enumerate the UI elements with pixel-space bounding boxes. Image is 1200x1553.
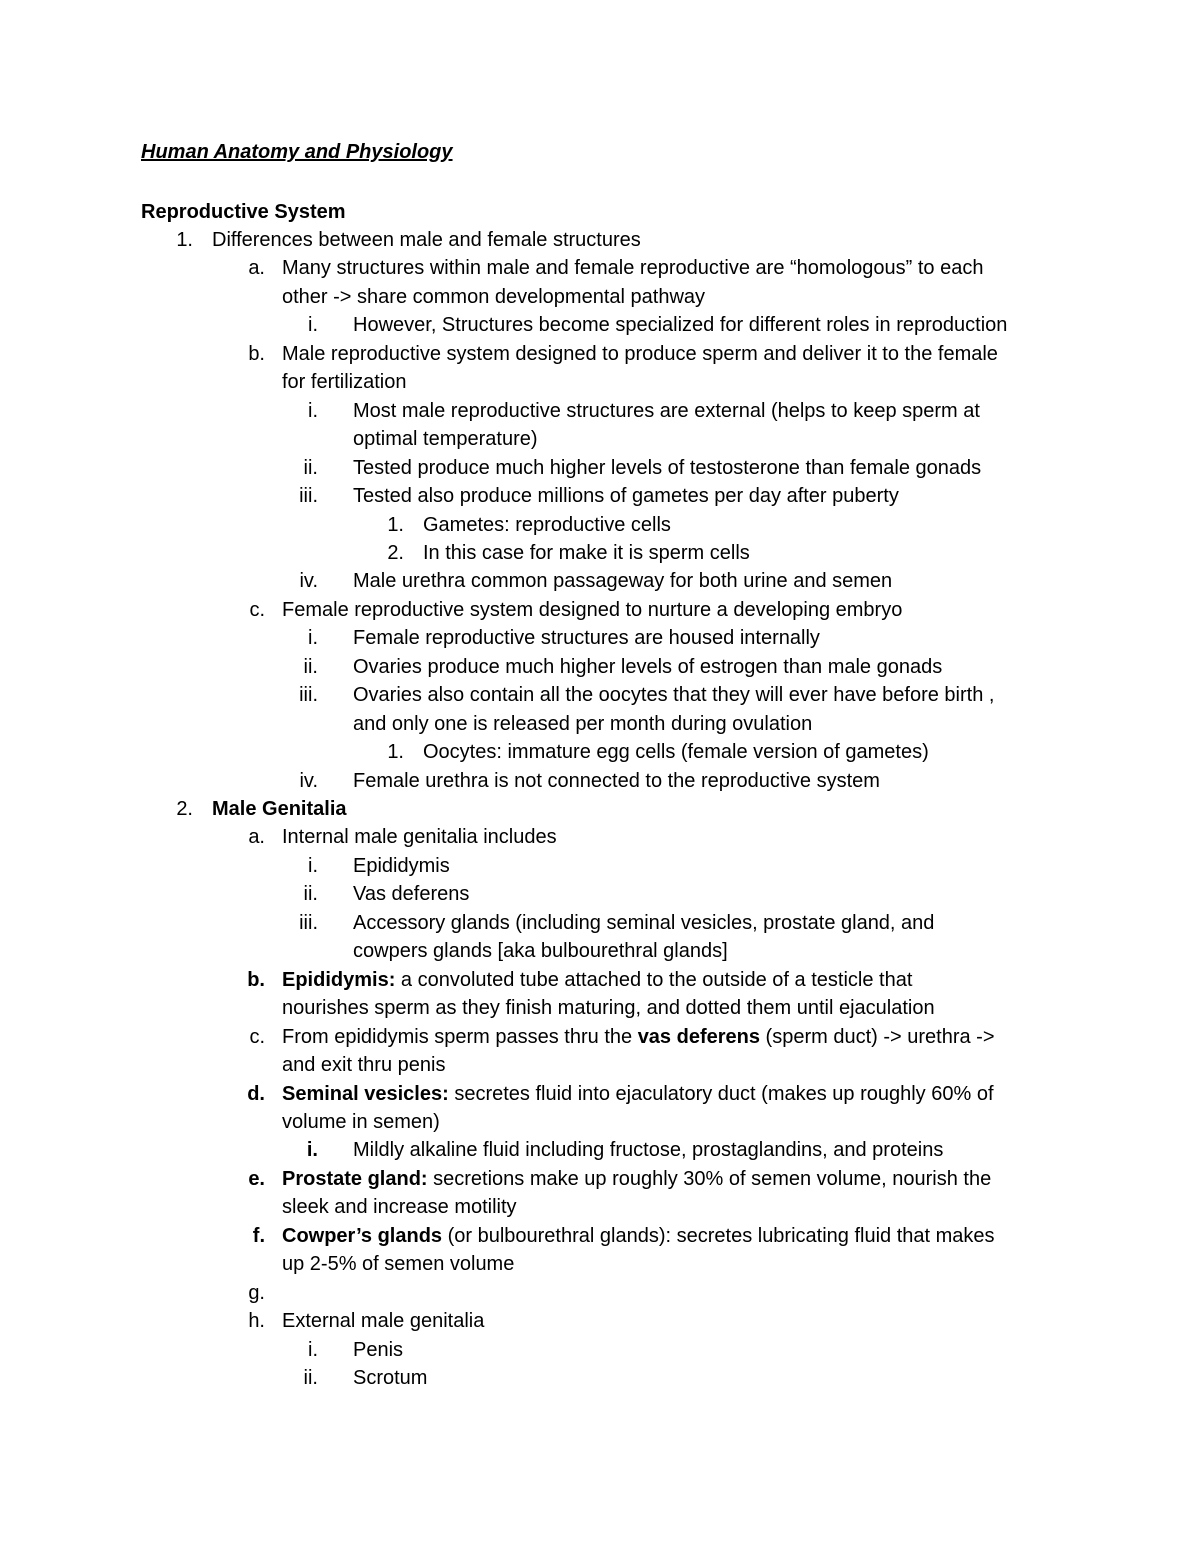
outline-line (282, 966, 912, 994)
line-text: volume in semen) (282, 1111, 440, 1133)
outline-line (353, 880, 469, 908)
list-marker: e. (248, 1168, 265, 1190)
line-text: for fertilization (282, 371, 407, 393)
outline-line (353, 937, 728, 965)
line-text: (sperm duct) -> urethra -> (759, 1026, 995, 1048)
outline-line (282, 283, 705, 311)
bold-term: Prostate gland: (282, 1168, 428, 1190)
line-text: Male reproductive system designed to produce sperm and deliver it to the female (282, 343, 998, 365)
outline-line (353, 454, 981, 482)
outline-line (282, 1051, 445, 1079)
list-marker: iii. (299, 684, 318, 706)
outline-line (353, 1364, 427, 1392)
list-marker: c. (249, 1026, 265, 1048)
line-text: Vas deferens (353, 883, 470, 905)
list-marker: i. (308, 1339, 318, 1361)
list-marker: b. (247, 969, 265, 991)
line-text: and only one is released per month during ovulation (353, 713, 813, 735)
outline-line (353, 482, 899, 510)
document-title: Human Anatomy and Physiology (141, 141, 453, 163)
list-marker: iii. (299, 485, 318, 507)
line-text: Oocytes: immature egg cells (female version of gametes) (423, 741, 929, 763)
bold-term: vas deferens (637, 1026, 760, 1048)
line-text: From epididymis sperm passes thru the (282, 1026, 638, 1048)
outline-line (282, 1307, 484, 1335)
line-text: Tested also produce millions of gametes per day after puberty (353, 485, 899, 507)
line-text: Female reproductive structures are housed internally (353, 627, 820, 649)
list-marker: i. (308, 400, 318, 422)
list-marker: b. (248, 343, 265, 365)
list-marker: d. (247, 1083, 265, 1105)
bold-term: Cowper’s glands (282, 1225, 443, 1247)
line-text: Female urethra is not connected to the reproductive system (353, 770, 880, 792)
list-marker: 2. (176, 798, 193, 820)
outline-line (353, 397, 980, 425)
line-text: cowpers glands [aka bulbourethral glands] (353, 940, 728, 962)
outline-line (282, 1080, 994, 1108)
line-text: Penis (353, 1339, 404, 1361)
bold-term: Male Genitalia (212, 798, 347, 820)
outline-line (353, 1336, 403, 1364)
line-text: Ovaries also contain all the oocytes that they will ever have before birth , (353, 684, 995, 706)
outline-line (353, 909, 934, 937)
outline-line (353, 767, 880, 795)
line-text: In this case for make it is sperm cells (423, 542, 750, 564)
outline-line (282, 823, 557, 851)
outline-line (282, 340, 998, 368)
outline-line (282, 368, 407, 396)
list-marker: ii. (303, 656, 318, 678)
outline-line (353, 425, 538, 453)
outline-line (353, 681, 994, 709)
line-text: Differences between male and female structures (212, 229, 641, 251)
line-text: Gametes: reproductive cells (423, 514, 671, 536)
line-text: Most male reproductive structures are external (helps to keep sperm at (353, 400, 980, 422)
outline-line (282, 1222, 995, 1250)
list-marker: ii. (303, 457, 318, 479)
outline-line (353, 311, 1007, 339)
outline-line (423, 539, 750, 567)
outline-line (353, 653, 942, 681)
bold-term: Seminal vesicles: (282, 1083, 449, 1105)
outline-line (353, 624, 820, 652)
list-marker: 2. (387, 542, 404, 564)
outline-line (353, 852, 450, 880)
list-marker: a. (248, 826, 265, 848)
list-marker: iv. (299, 570, 318, 592)
list-marker: iii. (299, 912, 318, 934)
outline-line (212, 795, 347, 823)
outline-line (212, 226, 641, 254)
line-text: Internal male genitalia includes (282, 826, 557, 848)
list-marker: ii. (303, 1367, 318, 1389)
line-text: Many structures within male and female reproductive are “homologous” to each (282, 257, 984, 279)
line-text: Accessory glands (including seminal vesicles, prostate gland, and (353, 912, 935, 934)
outline-line (282, 596, 902, 624)
line-text: a convoluted tube attached to the outside of a testicle that (395, 969, 913, 991)
outline-line (353, 1136, 943, 1164)
outline-line (282, 1165, 991, 1193)
line-text: secretes fluid into ejaculatory duct (makes up roughly 60% of (448, 1083, 994, 1105)
outline-line (282, 994, 935, 1022)
outline-line (282, 1193, 517, 1221)
list-marker: iv. (299, 770, 318, 792)
list-marker: 1. (387, 741, 404, 763)
bold-term: Epididymis: (282, 969, 396, 991)
outline-line (282, 1023, 995, 1051)
outline-line (423, 511, 671, 539)
list-marker: a. (248, 257, 265, 279)
line-text: other -> share common developmental pathway (282, 286, 706, 308)
list-marker: h. (248, 1310, 265, 1332)
list-marker: 1. (176, 229, 193, 251)
outline-line (353, 567, 892, 595)
list-marker: c. (249, 599, 265, 621)
line-text: up 2-5% of semen volume (282, 1253, 515, 1275)
outline-line (282, 254, 983, 282)
list-marker: i. (306, 1139, 318, 1161)
line-text: Epididymis (353, 855, 450, 877)
line-text: sleek and increase motility (282, 1196, 517, 1218)
list-marker: i. (308, 855, 318, 877)
line-text: External male genitalia (282, 1310, 485, 1332)
line-text: Female reproductive system designed to nurture a developing embryo (282, 599, 903, 621)
list-marker: g. (248, 1282, 265, 1304)
line-text: However, Structures become specialized for different roles in reproduction (353, 314, 1008, 336)
outline-line (423, 738, 929, 766)
list-marker: i. (308, 627, 318, 649)
line-text: Male urethra common passageway for both urine and semen (353, 570, 893, 592)
line-text: (or bulbourethral glands): secretes lubricating fluid that makes (442, 1225, 995, 1247)
line-text: optimal temperature) (353, 428, 538, 450)
section-heading: Reproductive System (141, 201, 346, 223)
list-marker: 1. (387, 514, 404, 536)
line-text: nourishes sperm as they finish maturing, and dotted them until ejaculation (282, 997, 935, 1019)
outline-line (282, 1108, 440, 1136)
line-text: and exit thru penis (282, 1054, 446, 1076)
line-text: Scrotum (353, 1367, 428, 1389)
list-marker: i. (308, 314, 318, 336)
line-text: Ovaries produce much higher levels of estrogen than male gonads (353, 656, 943, 678)
line-text: secretions make up roughly 30% of semen volume, nourish the (427, 1168, 992, 1190)
list-marker: f. (252, 1225, 265, 1247)
line-text: Mildly alkaline fluid including fructose, prostaglandins, and proteins (353, 1139, 944, 1161)
line-text: Tested produce much higher levels of testosterone than female gonads (353, 457, 982, 479)
list-marker: ii. (303, 883, 318, 905)
outline-line (282, 1250, 514, 1278)
outline-line (353, 710, 812, 738)
